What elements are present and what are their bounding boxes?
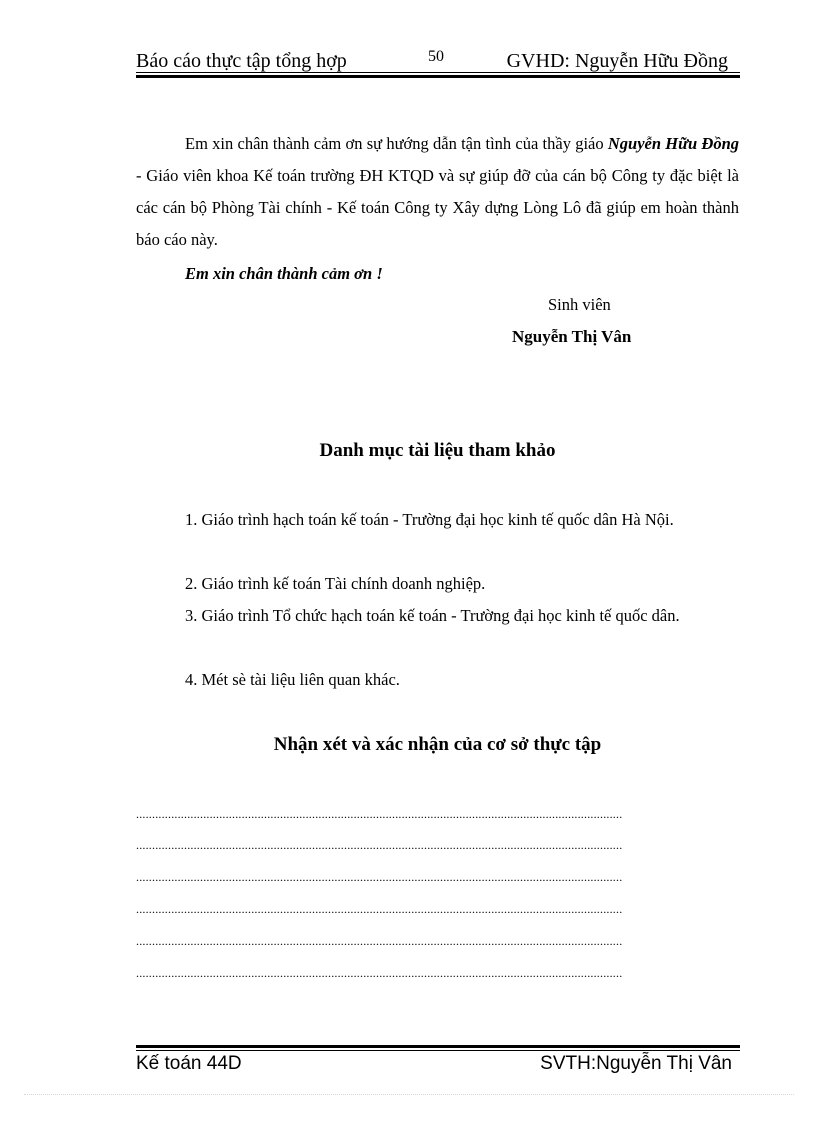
acknowledgement-paragraph <box>136 128 739 256</box>
review-dotted-line: ........................................................................................................................................................ <box>136 838 623 852</box>
signature-name: Nguyễn Thị Vân <box>512 327 632 346</box>
references-title: Danh mục tài liệu tham khảo <box>319 440 556 461</box>
footer-class: Kế toán 44D <box>136 1053 242 1074</box>
thanks-line: Em xin chân thành cảm ơn ! <box>185 264 383 283</box>
page-footer <box>136 1052 740 1076</box>
teacher-name: Nguyễn Hữu Đồng <box>607 134 740 153</box>
review-dotted-line: ........................................................................................................................................................ <box>136 870 623 884</box>
review-title: Nhận xét và xác nhận của cơ sở thực tập <box>273 734 602 755</box>
reference-item: 2. Giáo trình kế toán Tài chính doanh nghiệp. <box>185 574 486 593</box>
header-rule-thin <box>136 72 740 73</box>
footer-student: SVTH:Nguyễn Thị Vân <box>540 1053 732 1074</box>
reference-item: 1. Giáo trình hạch toán kế toán - Trường đại học kinh tế quốc dân Hà Nội. <box>185 510 674 529</box>
header-report-title: Báo cáo thực tập tổng hợp <box>136 50 347 72</box>
footer-rule-thick <box>136 1045 740 1048</box>
footer-rule-thin <box>136 1050 740 1051</box>
review-dotted-line: ........................................................................................................................................................ <box>136 934 623 948</box>
page-header <box>136 49 740 73</box>
reference-item: 4. Mét sè tài liệu liên quan khác. <box>185 670 400 689</box>
header-supervisor: GVHD: Nguyễn Hữu Đồng <box>506 50 728 72</box>
review-dotted-line: ........................................................................................................................................................ <box>136 807 623 821</box>
review-dotted-line: ........................................................................................................................................................ <box>136 966 623 980</box>
acknowledgement-rest: - Giáo viên khoa Kế toán trường ĐH KTQD và sự giúp đỡ của cán bộ Công ty đặc biệt là các cán bộ Phòng Tài chính - Kế toán Công ty Xây dựng Lòng Lô đã giúp em hoàn thành báo cáo này. <box>136 166 739 249</box>
page-edge-divider <box>24 1094 794 1095</box>
reference-item: 3. Giáo trình Tổ chức hạch toán kế toán - Trường đại học kinh tế quốc dân. <box>185 606 680 625</box>
header-rule-thick <box>136 75 740 78</box>
page-number: 50 <box>428 48 444 65</box>
acknowledgement-intro: Em xin chân thành cảm ơn sự hướng dẫn tận tình của thầy giáo <box>185 134 608 153</box>
signature-label: Sinh viên <box>548 295 611 314</box>
review-dotted-line: ........................................................................................................................................................ <box>136 902 623 916</box>
